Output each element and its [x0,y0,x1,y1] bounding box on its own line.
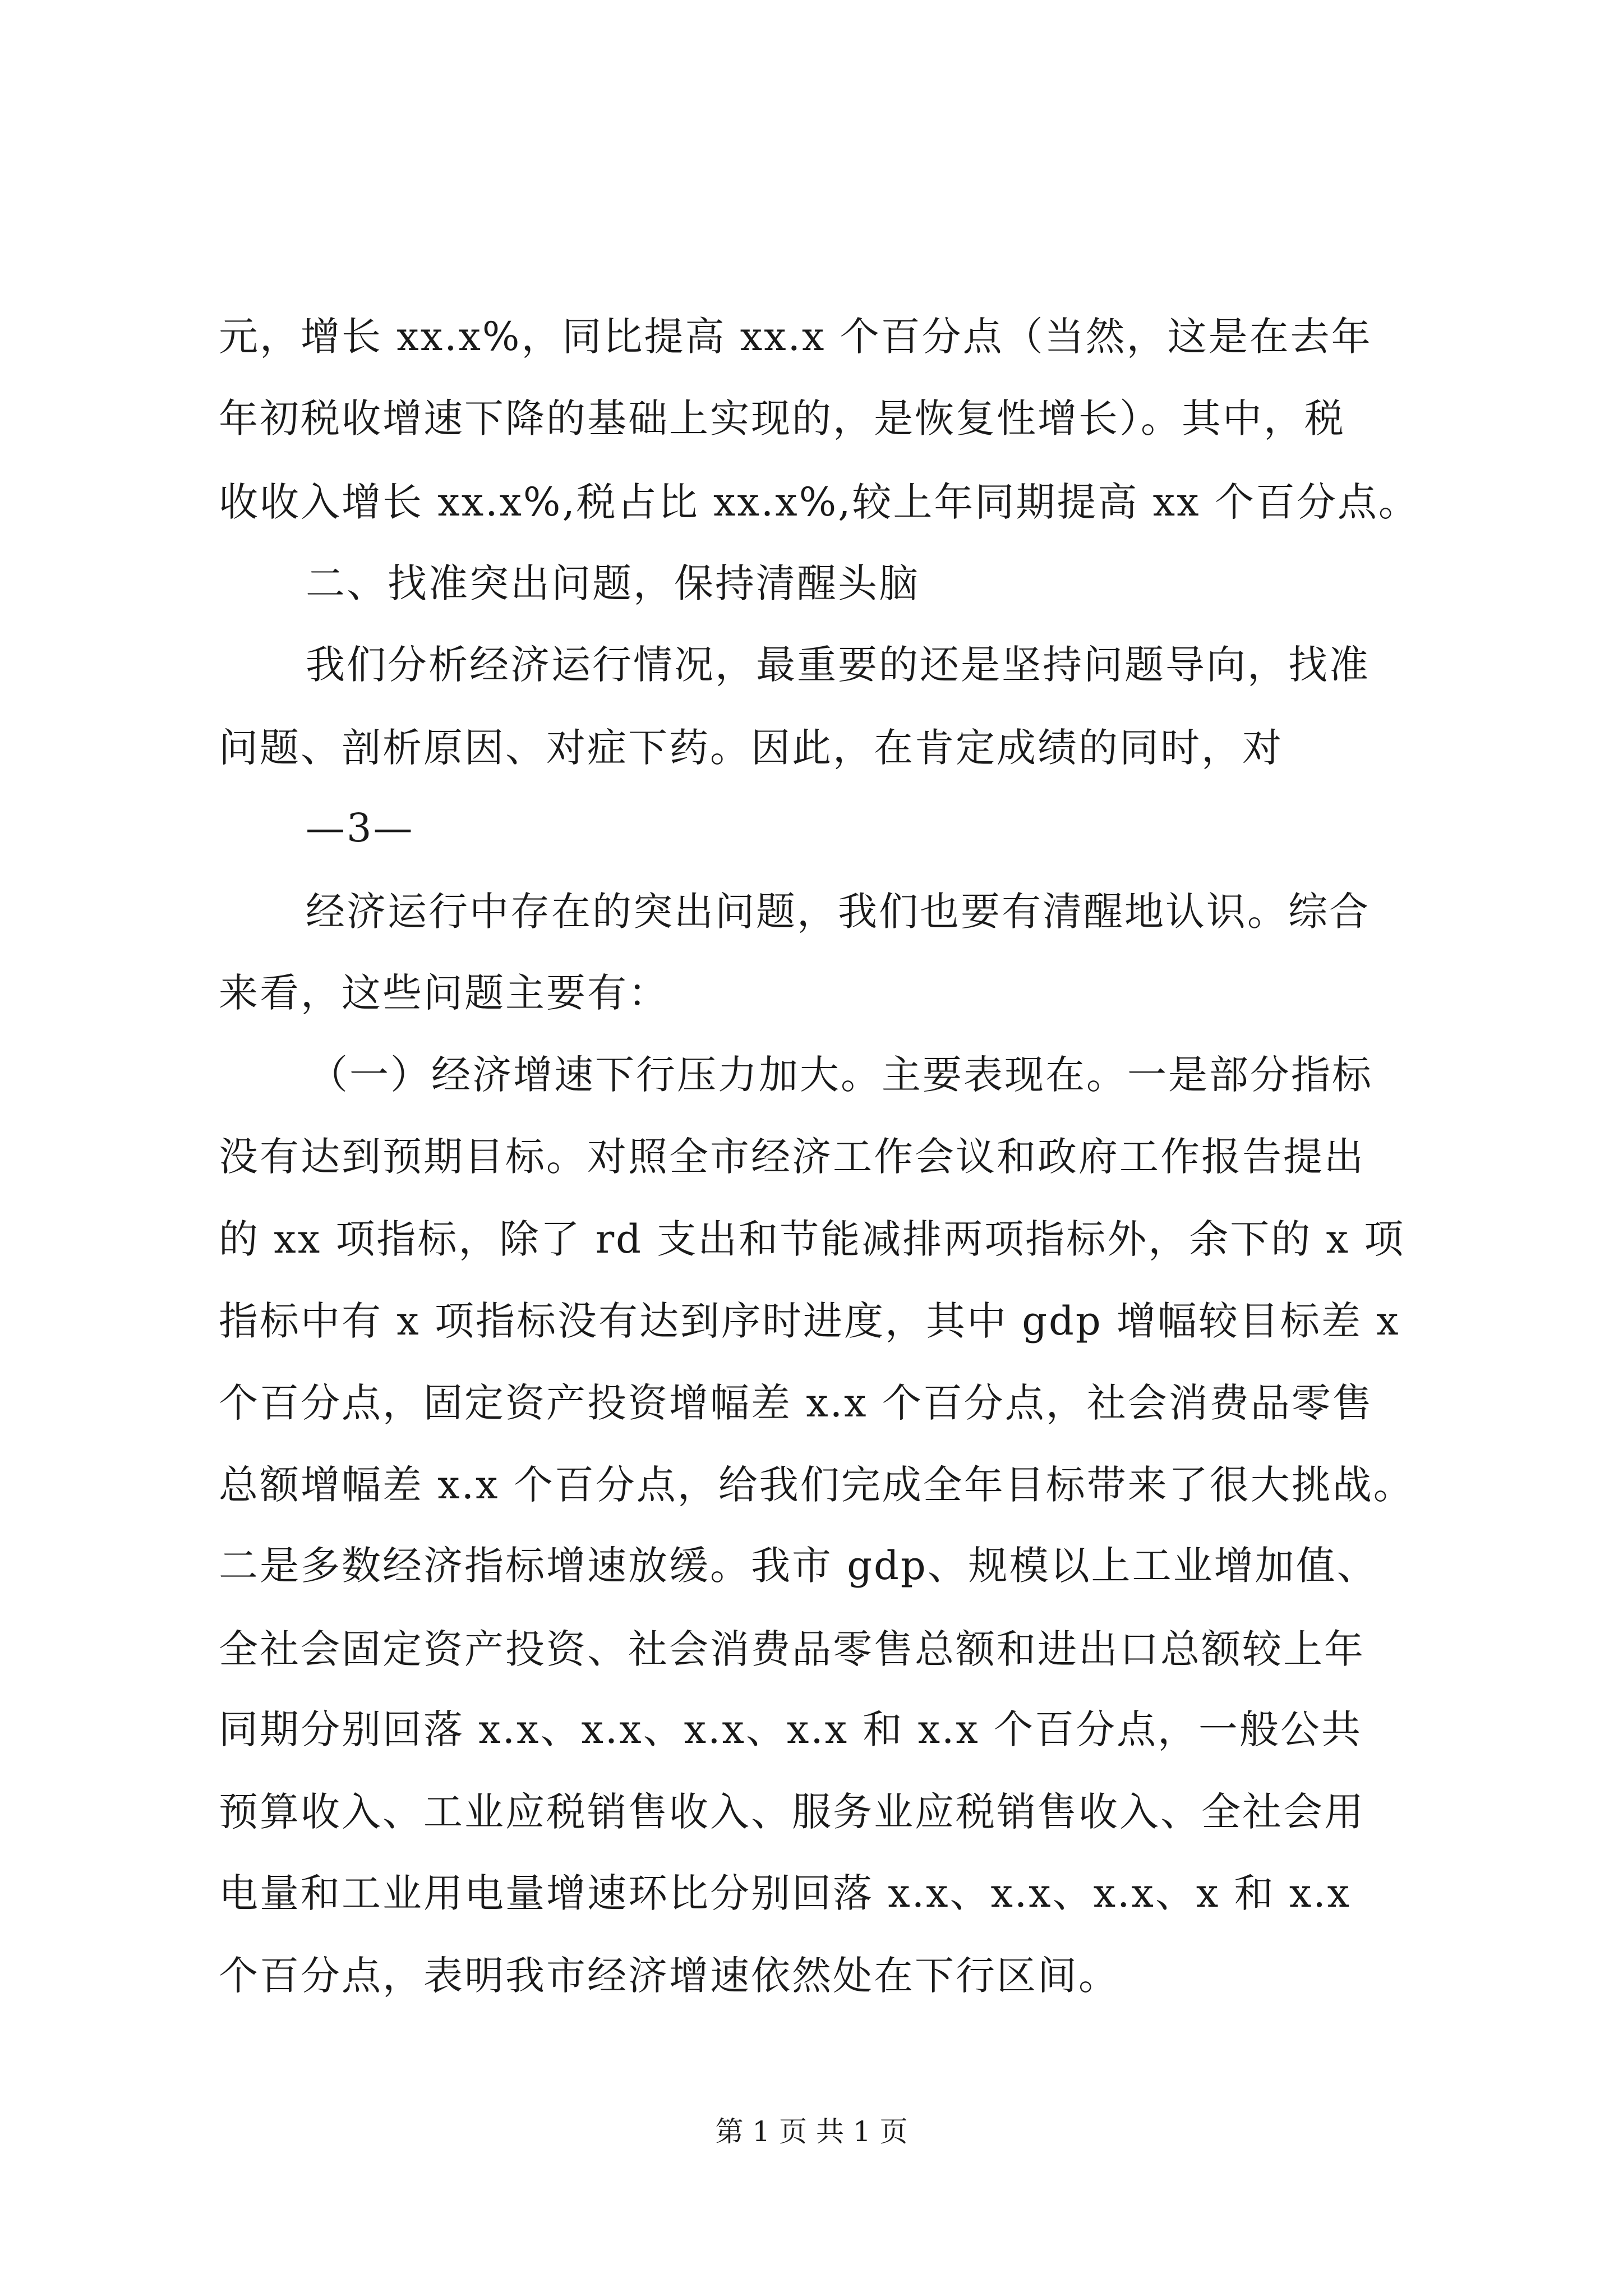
paragraph-line: 总额增幅差 x.x 个百分点，给我们完成全年目标带来了很大挑战。 [219,1462,1414,1508]
paragraph-line: 个百分点，固定资产投资增幅差 x.x 个百分点，社会消费品零售 [219,1380,1373,1426]
paragraph-line: 二是多数经济指标增速放缓。我市 gdp、规模以上工业增加值、 [219,1543,1378,1589]
paragraph-line: 个百分点，表明我市经济增速依然处在下行区间。 [219,1953,1119,1999]
page-number-marker: —3— [306,805,414,851]
paragraph-line: 电量和工业用电量增速环比分别回落 x.x、x.x、x.x、x 和 x.x [219,1870,1352,1916]
paragraph-line: 预算收入、工业应税销售收入、服务业应税销售收入、全社会用 [219,1789,1365,1835]
paragraph-line: 指标中有 x 项指标没有达到序时进度，其中 gdp 增幅较目标差 x [219,1298,1400,1344]
page-footer: 第 1 页 共 1 页 [715,2115,908,2148]
paragraph-line: 全社会固定资产投资、社会消费品零售总额和进出口总额较上年 [219,1626,1365,1672]
paragraph-line: 来看，这些问题主要有： [219,970,669,1016]
section-heading: 二、找准突出问题，保持清醒头脑 [306,560,920,606]
paragraph-line: 没有达到预期目标。对照全市经济工作会议和政府工作报告提出 [219,1134,1365,1180]
paragraph-line: 同期分别回落 x.x、x.x、x.x、x.x 和 x.x 个百分点，一般公共 [219,1706,1363,1752]
paragraph-line: 问题、剖析原因、对症下药。因此，在肯定成绩的同时，对 [219,725,1283,771]
paragraph-line: （一）经济增速下行压力加大。主要表现在。一是部分指标 [308,1052,1373,1098]
paragraph-line: 年初税收增速下降的基础上实现的，是恢复性增长）。其中，税 [219,395,1345,441]
paragraph-line: 的 xx 项指标，除了 rd 支出和节能减排两项指标外，余下的 x 项 [219,1216,1405,1262]
paragraph-line: 经济运行中存在的突出问题，我们也要有清醒地认识。综合 [306,889,1370,935]
paragraph-line: 元，增长 xx.x%，同比提高 xx.x 个百分点（当然，这是在去年 [219,314,1372,360]
paragraph-line: 我们分析经济运行情况，最重要的还是坚持问题导向，找准 [306,642,1370,688]
paragraph-line: 收收入增长 xx.x%,税占比 xx.x%,较上年同期提高 xx 个百分点。 [219,479,1419,525]
